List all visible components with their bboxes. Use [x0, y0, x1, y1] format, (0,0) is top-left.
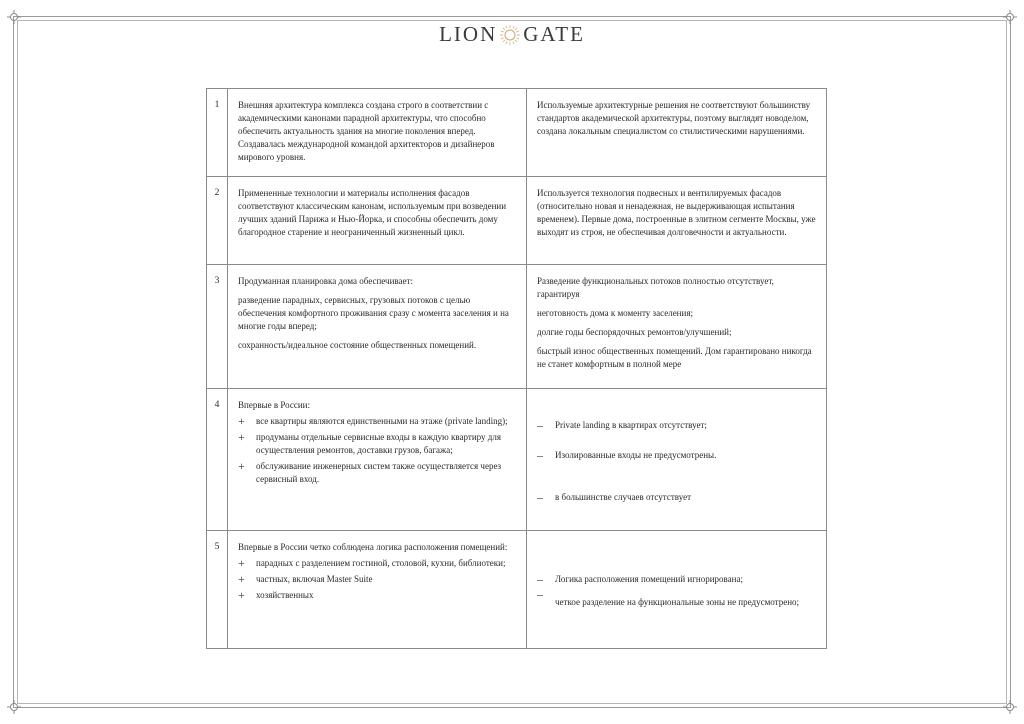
row-number: 2 — [207, 177, 228, 265]
cell-text: Используется технология подвесных и вентилируемых фасадов (относительно новая и ненадежная, не выдерживающая испытания временем). Первые дома, построенные в элитном сегменте Москвы, уже выходят из строя, не обеспечивая долговечности и актуальности. — [537, 188, 816, 237]
list-item-text: Изолированные входы не предусмотрены. — [555, 450, 717, 460]
cell-intro: Впервые в России: — [238, 400, 310, 410]
cell-text: неготовность дома к моменту заселения; — [537, 308, 693, 318]
list-item-text: Private landing в квартирах отсутствует; — [555, 420, 707, 430]
logo-text-right: GATE — [523, 22, 585, 46]
logo-text-left: LION — [439, 22, 498, 46]
drawback-cell — [527, 531, 827, 649]
table-row — [207, 389, 827, 531]
plus-icon: + — [238, 430, 245, 444]
cell-text: разведение парадных, сервисных, грузовых потоков с целью обеспечения комфортного проживания сразу с момента заселения и на многие годы вперед; — [238, 295, 509, 331]
advantage-cell — [228, 177, 527, 265]
list-item — [537, 449, 816, 462]
minus-icon: – — [537, 418, 543, 432]
plus-icon: + — [238, 459, 245, 473]
advantage-cell — [228, 265, 527, 389]
list-item — [238, 460, 516, 486]
list-item — [238, 573, 516, 586]
list-item-text: Логика расположения помещений игнорирована; — [555, 574, 743, 584]
list-item — [537, 573, 816, 586]
table-row — [207, 89, 827, 177]
minus-icon: – — [537, 490, 543, 504]
list-item-text: частных, включая Master Suite — [256, 574, 373, 584]
minus-icon: – — [537, 587, 543, 601]
cell-text: Разведение функциональных потоков полностью отсутствует, гарантируя — [537, 276, 774, 299]
drawback-cell — [527, 265, 827, 389]
list-item-text: обслуживание инженерных систем также осуществляется через сервисный вход. — [256, 461, 502, 484]
table-row — [207, 265, 827, 389]
list-item-text: парадных с разделением гостиной, столовой, кухни, библиотеки; — [256, 558, 506, 568]
sun-icon — [499, 24, 521, 46]
list-item — [537, 588, 816, 609]
minus-icon: – — [537, 572, 543, 586]
drawback-cell — [527, 177, 827, 265]
advantage-cell — [228, 389, 527, 531]
corner-ornament-icon — [7, 700, 21, 714]
list-item-text: в большинстве случаев отсутствует — [555, 492, 692, 502]
table-row — [207, 177, 827, 265]
cell-text: Примененные технологии и материалы исполнения фасадов соответствуют классическим канонам, используемым при возведении лучших зданий Парижа и Нью-Йорка, и способны обеспечить дому благородное старение и неограниченный жизненный цикл. — [238, 188, 507, 237]
table-row — [207, 531, 827, 649]
advantage-cell — [228, 89, 527, 177]
row-number: 4 — [207, 389, 228, 531]
list-item-text: все квартиры являются единственными на этаже (private landing); — [256, 416, 508, 426]
plus-icon: + — [238, 572, 245, 586]
row-number: 5 — [207, 531, 228, 649]
row-number: 1 — [207, 89, 228, 177]
cell-text: сохранность/идеальное состояние общественных помещений. — [238, 340, 477, 350]
list-item-text: хозяйственных — [256, 590, 314, 600]
list-item — [238, 431, 516, 457]
brand-logo — [0, 22, 1024, 47]
corner-ornament-icon — [1003, 700, 1017, 714]
list-item — [537, 419, 816, 432]
cell-text: долгие годы беспорядочных ремонтов/улучшений; — [537, 327, 732, 337]
minus-icon: – — [537, 448, 543, 462]
list-item — [238, 589, 516, 602]
drawback-cell — [527, 89, 827, 177]
cell-text: Используемые архитектурные решения не соответствуют большинству стандартов академической архитектуры, поэтому выглядят новоделом, создана локальным специалистом со стилистическими нарушениями. — [537, 100, 811, 136]
cell-text: Продуманная планировка дома обеспечивает: — [238, 276, 413, 286]
list-item — [238, 415, 516, 428]
plus-icon: + — [238, 556, 245, 570]
list-item — [238, 557, 516, 570]
list-item-text: продуманы отдельные сервисные входы в каждую квартиру для осуществления ремонтов, доставки грузов, багажа; — [256, 432, 501, 455]
plus-icon: + — [238, 588, 245, 602]
advantage-cell — [228, 531, 527, 649]
cell-intro: Впервые в России четко соблюдена логика расположения помещений: — [238, 542, 508, 552]
comparison-table — [206, 88, 827, 649]
list-item-text: четкое разделение на функциональные зоны не предусмотрено; — [555, 597, 800, 607]
list-item — [537, 491, 816, 504]
cell-text: Внешняя архитектура комплекса создана строго в соответствии с академическими канонами парадной архитектуры, что способно обеспечить актуальность здания на многие поколения вперед. Создавалась международной командой архитекторов и дизайнеров мирового уровня. — [238, 100, 495, 162]
row-number: 3 — [207, 265, 228, 389]
cell-text: быстрый износ общественных помещений. Дом гарантировано никогда не станет комфортным в полной мере — [537, 346, 812, 369]
drawback-cell — [527, 389, 827, 531]
plus-icon: + — [238, 414, 245, 428]
